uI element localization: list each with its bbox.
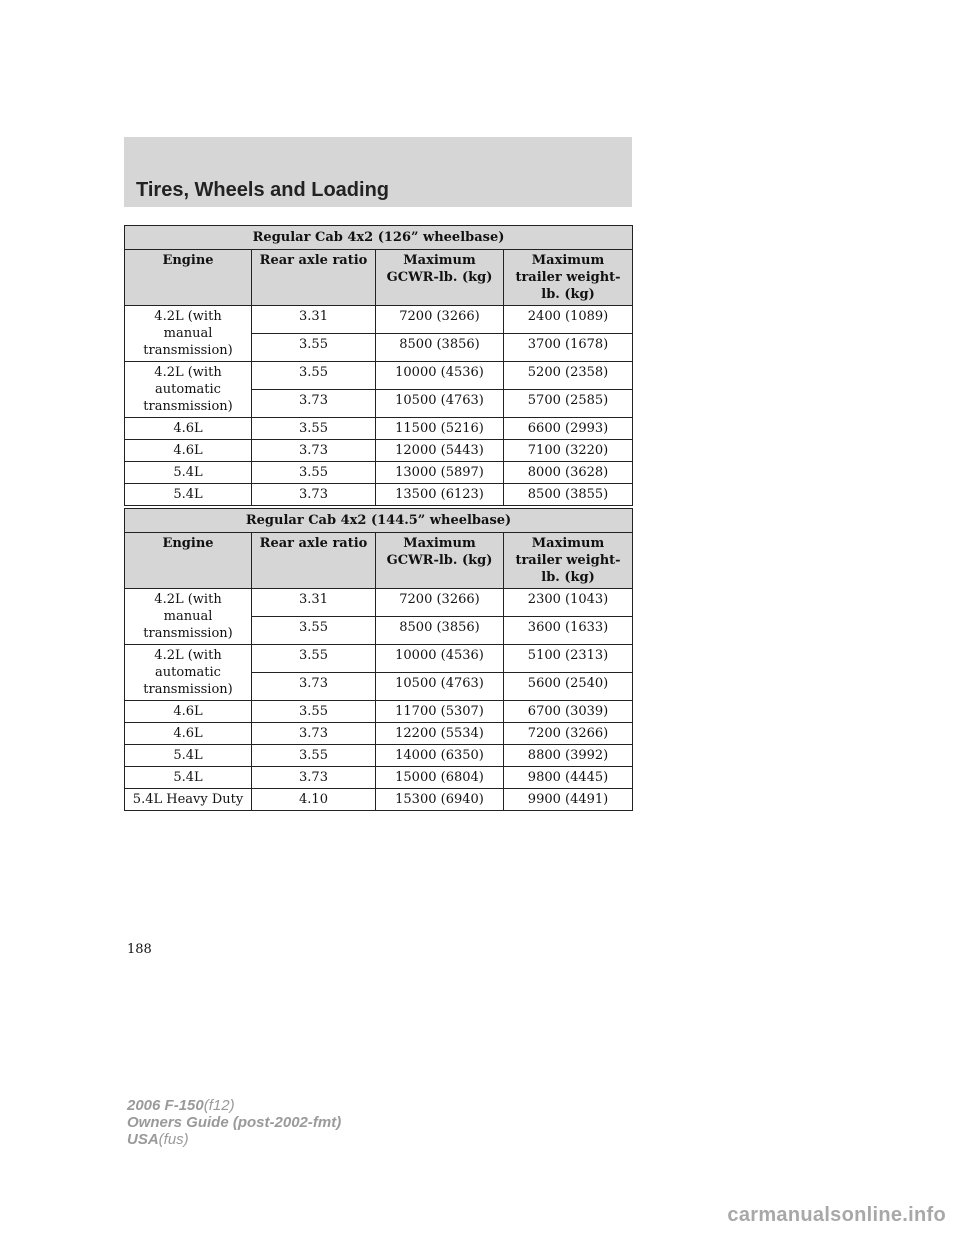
page-number: 188: [127, 942, 152, 957]
trailer-weight-cell: 7200 (3266): [504, 723, 633, 745]
engine-cell: 4.6L: [125, 701, 252, 723]
gcwr-cell: 8500 (3856): [376, 617, 504, 645]
gcwr-cell: 12200 (5534): [376, 723, 504, 745]
table-row: [125, 645, 633, 673]
gcwr-cell: 13000 (5897): [376, 462, 504, 484]
trailer-weight-cell: 9900 (4491): [504, 789, 633, 811]
table-row: [125, 723, 633, 745]
table-row: [125, 789, 633, 811]
column-header-engine: Engine: [125, 533, 252, 589]
table-row: [125, 362, 633, 390]
engine-cell: 4.2L (with manual transmission): [125, 306, 252, 362]
trailer-weight-cell: 7100 (3220): [504, 440, 633, 462]
engine-cell: 4.2L (with automatic transmission): [125, 362, 252, 418]
footer-market: USA: [127, 1131, 159, 1148]
column-header-max-trailer-weight: Maximum trailer weight-lb. (kg): [504, 533, 633, 589]
engine-cell: 4.2L (with manual transmission): [125, 589, 252, 645]
table-row: [125, 462, 633, 484]
axle-ratio-cell: 3.55: [252, 362, 376, 390]
gcwr-cell: 11700 (5307): [376, 701, 504, 723]
engine-cell: 5.4L Heavy Duty: [125, 789, 252, 811]
column-header-axle-ratio: Rear axle ratio: [252, 250, 376, 306]
footer-model: 2006 F-150: [127, 1097, 204, 1114]
towing-table-144-5-wheelbase: [124, 508, 633, 811]
trailer-weight-cell: 6600 (2993): [504, 418, 633, 440]
axle-ratio-cell: 3.55: [252, 745, 376, 767]
trailer-weight-cell: 8800 (3992): [504, 745, 633, 767]
axle-ratio-cell: 3.73: [252, 723, 376, 745]
table-caption: Regular Cab 4x2 (126” wheelbase): [125, 226, 633, 250]
gcwr-cell: 15300 (6940): [376, 789, 504, 811]
table-caption: Regular Cab 4x2 (144.5” wheelbase): [125, 509, 633, 533]
axle-ratio-cell: 3.31: [252, 589, 376, 617]
table-row: [125, 745, 633, 767]
trailer-weight-cell: 5600 (2540): [504, 673, 633, 701]
footer-market-code: (fus): [158, 1131, 189, 1148]
gcwr-cell: 13500 (6123): [376, 484, 504, 506]
engine-cell: 5.4L: [125, 462, 252, 484]
axle-ratio-cell: 3.55: [252, 418, 376, 440]
trailer-weight-cell: 6700 (3039): [504, 701, 633, 723]
axle-ratio-cell: 3.55: [252, 334, 376, 362]
engine-cell: 5.4L: [125, 484, 252, 506]
table-row: [125, 418, 633, 440]
gcwr-cell: 10500 (4763): [376, 390, 504, 418]
axle-ratio-cell: 3.55: [252, 701, 376, 723]
trailer-weight-cell: 9800 (4445): [504, 767, 633, 789]
trailer-weight-cell: 2400 (1089): [504, 306, 633, 334]
axle-ratio-cell: 3.55: [252, 617, 376, 645]
gcwr-cell: 14000 (6350): [376, 745, 504, 767]
trailer-weight-cell: 2300 (1043): [504, 589, 633, 617]
trailer-weight-cell: 8000 (3628): [504, 462, 633, 484]
column-header-max-gcwr: Maximum GCWR-lb. (kg): [376, 533, 504, 589]
axle-ratio-cell: 3.73: [252, 673, 376, 701]
column-header-axle-ratio: Rear axle ratio: [252, 533, 376, 589]
trailer-weight-cell: 8500 (3855): [504, 484, 633, 506]
gcwr-cell: 10000 (4536): [376, 645, 504, 673]
axle-ratio-cell: 3.55: [252, 462, 376, 484]
engine-cell: 4.6L: [125, 440, 252, 462]
section-header-band: [124, 137, 632, 207]
column-header-max-trailer-weight: Maximum trailer weight-lb. (kg): [504, 250, 633, 306]
table-row: [125, 701, 633, 723]
gcwr-cell: 7200 (3266): [376, 589, 504, 617]
gcwr-cell: 10500 (4763): [376, 673, 504, 701]
engine-cell: 4.2L (with automatic transmission): [125, 645, 252, 701]
axle-ratio-cell: 3.73: [252, 484, 376, 506]
gcwr-cell: 11500 (5216): [376, 418, 504, 440]
engine-cell: 5.4L: [125, 745, 252, 767]
trailer-weight-cell: 5100 (2313): [504, 645, 633, 673]
engine-cell: 4.6L: [125, 418, 252, 440]
trailer-weight-cell: 5200 (2358): [504, 362, 633, 390]
gcwr-cell: 8500 (3856): [376, 334, 504, 362]
table-row: [125, 767, 633, 789]
column-header-engine: Engine: [125, 250, 252, 306]
column-header-max-gcwr: Maximum GCWR-lb. (kg): [376, 250, 504, 306]
trailer-weight-cell: 3700 (1678): [504, 334, 633, 362]
axle-ratio-cell: 3.73: [252, 390, 376, 418]
axle-ratio-cell: 3.55: [252, 645, 376, 673]
axle-ratio-cell: 3.73: [252, 440, 376, 462]
section-title: Tires, Wheels and Loading: [136, 179, 390, 201]
site-watermark: carmanualsonline.info: [727, 1204, 946, 1226]
trailer-weight-cell: 3600 (1633): [504, 617, 633, 645]
table-row: [125, 589, 633, 617]
axle-ratio-cell: 3.73: [252, 767, 376, 789]
axle-ratio-cell: 3.31: [252, 306, 376, 334]
trailer-weight-cell: 5700 (2585): [504, 390, 633, 418]
gcwr-cell: 7200 (3266): [376, 306, 504, 334]
table-row: [125, 306, 633, 334]
gcwr-cell: 15000 (6804): [376, 767, 504, 789]
document-footer: [127, 1097, 341, 1148]
table-row: [125, 484, 633, 506]
table-row: [125, 440, 633, 462]
footer-guide: Owners Guide (post-2002-fmt): [127, 1114, 342, 1131]
footer-model-code: (f12): [203, 1097, 235, 1114]
engine-cell: 5.4L: [125, 767, 252, 789]
engine-cell: 4.6L: [125, 723, 252, 745]
towing-table-126-wheelbase: [124, 225, 633, 506]
gcwr-cell: 12000 (5443): [376, 440, 504, 462]
axle-ratio-cell: 4.10: [252, 789, 376, 811]
gcwr-cell: 10000 (4536): [376, 362, 504, 390]
